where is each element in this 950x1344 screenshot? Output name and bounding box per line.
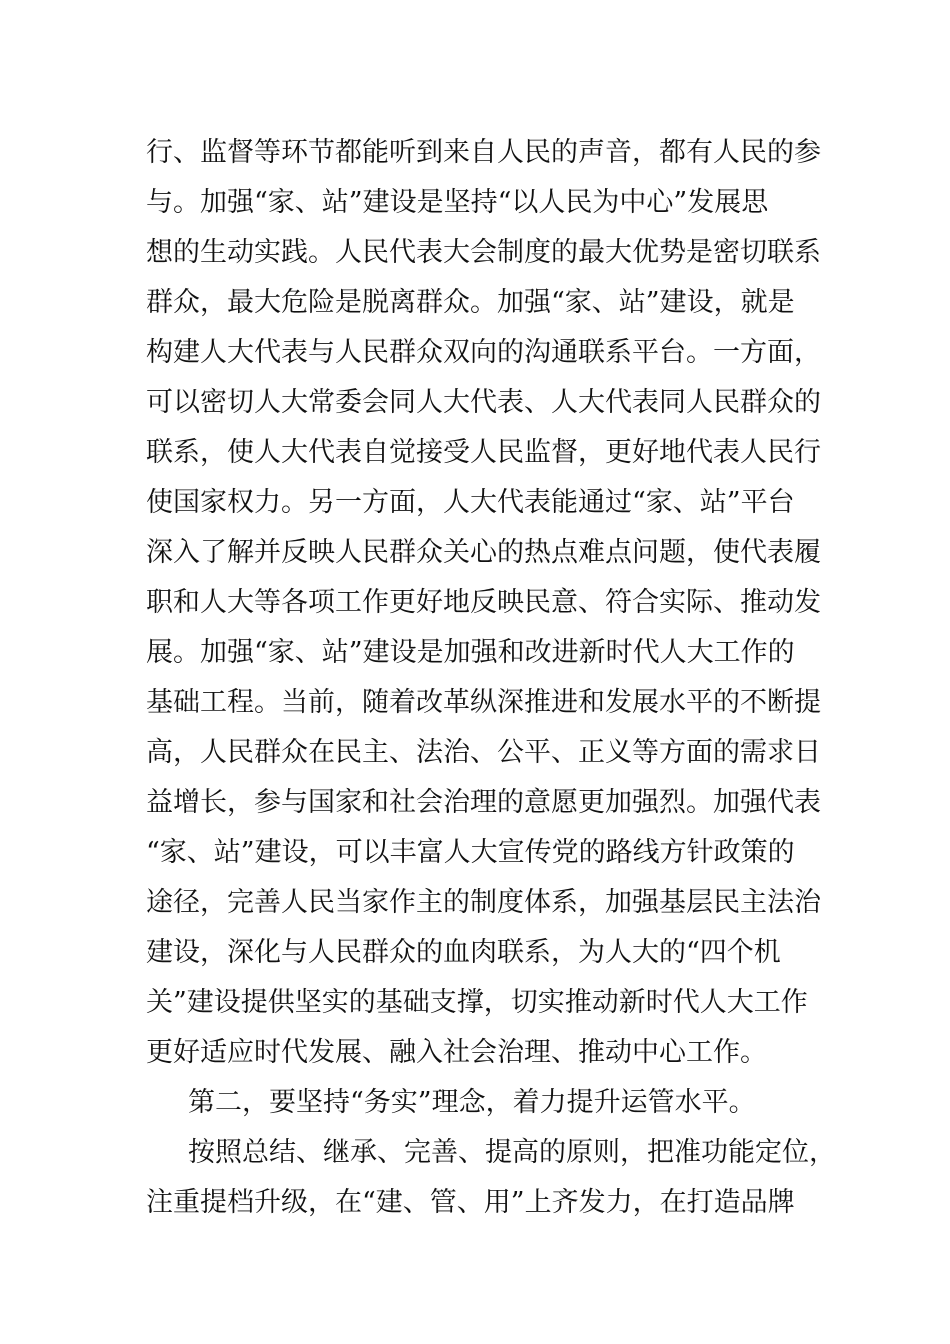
text-line: 与。加强“家、站”建设是坚持“以人民为中心”发展思 (146, 187, 769, 218)
text-line: 途径，完善人民当家作主的制度体系，加强基层民主法治 (146, 887, 821, 918)
text-line: 职和人大等各项工作更好地反映民意、符合实际、推动发 (146, 587, 821, 618)
text-line: 关”建设提供坚实的基础支撑，切实推动新时代人大工作 (146, 987, 808, 1018)
text-line: 想的生动实践。人民代表大会制度的最大优势是密切联系 (146, 237, 821, 268)
text-line: 群众，最大危险是脱离群众。加强“家、站”建设，就是 (146, 287, 795, 318)
text-line: “家、站”建设，可以丰富人大宣传党的路线方针政策的 (146, 837, 795, 868)
text-line: 按照总结、继承、完善、提高的原则，把准功能定位， (188, 1137, 836, 1168)
text-line: 行、监督等环节都能听到来自人民的声音，都有人民的参 (146, 137, 821, 168)
text-line: 构建人大代表与人民群众双向的沟通联系平台。一方面， (146, 337, 821, 368)
text-line: 联系，使人大代表自觉接受人民监督，更好地代表人民行 (146, 437, 821, 468)
section-heading: 第二，要坚持“务实”理念，着力提升运管水平。 (188, 1087, 756, 1118)
text-line: 益增长，参与国家和社会治理的意愿更加强烈。加强代表 (146, 787, 821, 818)
text-line: 注重提档升级，在“建、管、用”上齐发力，在打造品牌 (146, 1187, 795, 1218)
text-line: 更好适应时代发展、融入社会治理、推动中心工作。 (146, 1037, 767, 1068)
text-line: 高，人民群众在民主、法治、公平、正义等方面的需求日 (146, 737, 821, 768)
text-line: 可以密切人大常委会同人大代表、人大代表同人民群众的 (146, 387, 821, 418)
text-line: 展。加强“家、站”建设是加强和改进新时代人大工作的 (146, 637, 795, 668)
text-line: 基础工程。当前，随着改革纵深推进和发展水平的不断提 (146, 687, 821, 718)
text-line: 深入了解并反映人民群众关心的热点难点问题，使代表履 (146, 537, 821, 568)
text-line: 使国家权力。另一方面，人大代表能通过“家、站”平台 (146, 487, 795, 518)
text-line: 建设，深化与人民群众的血肉联系，为人大的“四个机 (146, 937, 781, 968)
